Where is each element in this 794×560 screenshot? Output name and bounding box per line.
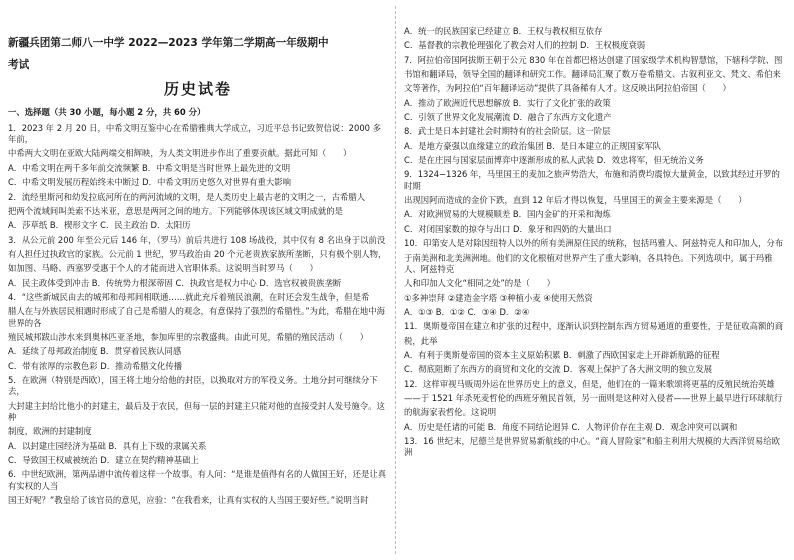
question-9 (404, 169, 784, 235)
question-options: A．民主政体受到冲击 B．传统势力根深蒂固 C．执政官是权力中心 D．选官权被贵族垄断 (8, 277, 342, 288)
question-stem-line: 税，此举 (404, 335, 438, 346)
question-stem-line: 11．奥斯曼帝国在建立和扩张的过程中，逐渐认识到控制东西方贸易通道的重要性，于是征收高额的商 (404, 321, 784, 332)
question-options: C．彻底阻断了东西方的商贸和文化的交流 D．客观上保护了各大洲文明的独立发展 (404, 364, 713, 375)
question-2 (8, 192, 388, 232)
question-options: A．历史是任诸的可能 B．角度不同结论迥异 C．人物评价存在主观 D．观念冲突可以调和 (404, 421, 738, 432)
question-options: A．以封建庄园经济为基础 B．具有上下级的隶属关系 (8, 440, 207, 451)
question-options: C．基督教的宗教伦理强化了教会对人们的控制 D．王权极度衰弱 (404, 40, 646, 51)
question-stem-line: 5．在欧洲（特别是西欧），国王将土地分给他的封臣，以换取对方的军役义务。土地分封可继续分下去， (8, 374, 378, 397)
question-stem-line: 9．1324−1326 年，马里国王的麦加之旅声势浩大，布施和消费均震惊大量黄金，以致其经过开罗的时期 (404, 169, 780, 191)
question-stem-line: 文等著作，为阿拉伯“百年翻译运动”提供了具备稀有人才。这反映出阿拉伯帝国（ ） (404, 83, 731, 94)
exam-title-line1: 新疆兵团第二师八一中学 2022—2023 学年第二学期高一年级期中 (8, 37, 329, 49)
question-3 (8, 235, 388, 289)
question-stem-line: 腊人在与外族居民相遇时形成了自己是希腊人的观念，有意保持了强烈的希腊性。”为此，希腊在地中海世界的各 (8, 306, 386, 328)
question-10 (404, 238, 784, 318)
question-options: A．是地方豪强以血缘建立的政治集团 B．是日本建立的正规国家军队 (404, 140, 662, 151)
question-options: C．是在庄园与国家层面博弈中逐渐形成的私人武装 D．效忠将军，但无统治义务 (404, 155, 704, 166)
question-stem-line: 中希两大文明在亚欧大陆两端交相辉映，为人类文明进步作出了重要贡献。据此可知（ ） (8, 148, 352, 159)
section-heading-choice: 一、选择题（共 30 小题，每小题 2 分，共 60 分） (8, 107, 206, 118)
question-options: C．带有浓厚的宗教色彩 D．推动希腊文化传播 (8, 360, 183, 371)
question-stem-line: 4．“这些新城民由去的城邦和母邦间相联通……就此充斥着殖民浪潮，在时还会发生战争，但是希 (8, 291, 370, 302)
exam-title-line2: 考试 (8, 58, 30, 71)
question-options: A．统一的民族国家已经建立 B．王权与教权相互依存 (404, 26, 603, 36)
question-stem-line: 如加图、马略、西塞罗受惠于个人的才能而进入官职体系。这说明当时罗马（ ） (8, 263, 318, 274)
question-options: A．推动了欧洲近代思想解放 B．实行了文化扩张的政策 (404, 97, 611, 108)
question-stem-line: 1．2023 年 2 月 20 日，中希文明互鉴中心在希腊雅典大学成立，习近平总书记致贺信说：2000 多年前， (8, 122, 382, 145)
question-stem-line: ——于 1521 年杀死麦哲伦的西班牙殖民首领，另一面则是这种对入侵者——世界上最早进行环球航行 (404, 392, 783, 403)
question-stem-line: 3．从公元前 200 年至公元后 146 年，（罗马）前后共进行 108 场战役，其中仅有 8 名出身于以前没 (8, 234, 386, 245)
question-stem-line: 大封建主封给比他小的封建主，最后及于农民，但每一层的封建主只能对他的直接受封人发号施令。这种 (8, 400, 385, 422)
question-stem-line: 10．印第安人是对除因纽特人以外的所有美洲原住民的统称，包括玛雅人、阿兹特克人和印加人，分布 (404, 238, 784, 249)
question-stem-line: 书馆和翻译局，领导全国的翻译和研究工作。翻译局汇聚了数万卷希腊文、古叙利亚文、梵文、希伯来 (404, 69, 781, 80)
question-stem-line: 制度，欧洲的封建制度 (8, 426, 92, 437)
question-stem-line: 有人担任过执政官的家族。公元前 1 世纪，罗马政治由 20 个元老贵族家族所垄断，只有极个别人物， (8, 248, 387, 259)
right-column (404, 0, 784, 560)
question-choices: ①多神崇拜 ②建造金字塔 ③种植小麦 ④使用天然资 (404, 292, 593, 303)
question-options: A．①③ B．①② C．③④ D．②④ (404, 306, 530, 317)
question-11 (404, 321, 784, 375)
question-6-options (404, 26, 784, 52)
question-stem-line: 国王好呢？”教皇给了该官员的意见，应验：“在我看来，让真有实权的人当国王要好些。”说明当时 (8, 495, 369, 506)
question-options: C．导致国王权威被统治 D．建立在契约精神基础上 (8, 455, 199, 466)
question-stem-line: 把两个流域间叫美索不达米亚，意思是两河之间的地方。下列能够体现该区域文明成就的是 (8, 205, 343, 216)
question-4 (8, 292, 388, 372)
question-stem-line: 13．16 世纪末，尼德兰是世界贸易新航线的中心。“商人冒险家”和船主利用大规模的大西洋贸易给欧洲 (404, 435, 781, 458)
question-8 (404, 126, 784, 166)
question-options: C．对闭国家数的掠夺与出口 D．象牙和四奶的大量出口 (404, 223, 612, 234)
question-stem-line: 人和印加人文化“相同之处”的是（ ） (404, 278, 556, 289)
question-5 (8, 375, 388, 466)
question-stem-line: 殖民城邦跋山涉水来到奥林匹亚圣地，参加库里的宗教盛典。由此可见，希腊的殖民活动（ ） (8, 331, 369, 342)
question-options: A．莎草纸 B．楔形文字 C．民主政治 D．太阳历 (8, 220, 191, 231)
question-stem-line: 于南美洲和北美洲洲地。他们的文化根植对世界产生了重大影响，各具特色。下列选项中，属于玛雅人、阿兹特克 (404, 252, 773, 274)
question-12 (404, 379, 784, 433)
question-options: A．对欧洲贸易的大规模顺差 B．国内金矿的开采和淘炼 (404, 209, 611, 220)
question-7 (404, 55, 784, 124)
question-stem-line: 12．这样审视马贩周外运在世界历史上的意义，但是，他们在的一篇来歌颂将更基的反殖民统治英雄 (404, 378, 775, 389)
question-options: C．引领了世界文化发展潮流 D．融合了东西方文化遗产 (404, 112, 612, 123)
question-options: A．有利于奥斯曼帝国的资本主义原始积累 B．刺激了西欧国家走上开辟新航路的征程 (404, 349, 720, 360)
column-divider (395, 6, 396, 554)
question-stem-line: 出现因阿而造成的金价下跌，直到 12 年后才得以恢复，马里国王的黄金主要来源是（ ） (404, 195, 747, 206)
question-6 (8, 469, 388, 506)
exam-subject-title: 历史试卷 (163, 80, 232, 99)
question-options: C．中希文明发展历程始终未中断过 D．中希文明历史悠久对世界有重大影响 (8, 177, 291, 188)
question-1 (8, 123, 388, 189)
question-stem-line: 2．流经里斯河和幼发拉底河所在的两河流域的文明，是人类历史上最古老的文明之一，古希腊人 (8, 191, 366, 202)
question-options: A．中希文明在两千多年前交流频繁 B．中希文明是当时世界上最先进的文明 (8, 162, 291, 173)
question-options: A．延续了母邦政治制度 B．贯穿着民族认同感 (8, 346, 182, 357)
question-stem-line: 的航海家表哲伦。这说明 (404, 407, 497, 418)
question-stem-line: 6．中世纪欧洲，第两品谱中流传着这样一个故事。有人问：“是谁是值得有名的人做国王好，还是让真有实权的人当 (8, 469, 387, 491)
left-column (8, 0, 388, 560)
question-stem-line: 8．武士是日本封建社会时期特有的社会阶层。这一阶层 (404, 126, 611, 137)
question-stem-line: 7．阿拉伯帝国阿拔斯王朝于公元 830 年在首都巴格达创建了国家级学术机构智慧馆，下辖科学院、图 (404, 54, 783, 65)
question-13 (404, 436, 784, 459)
